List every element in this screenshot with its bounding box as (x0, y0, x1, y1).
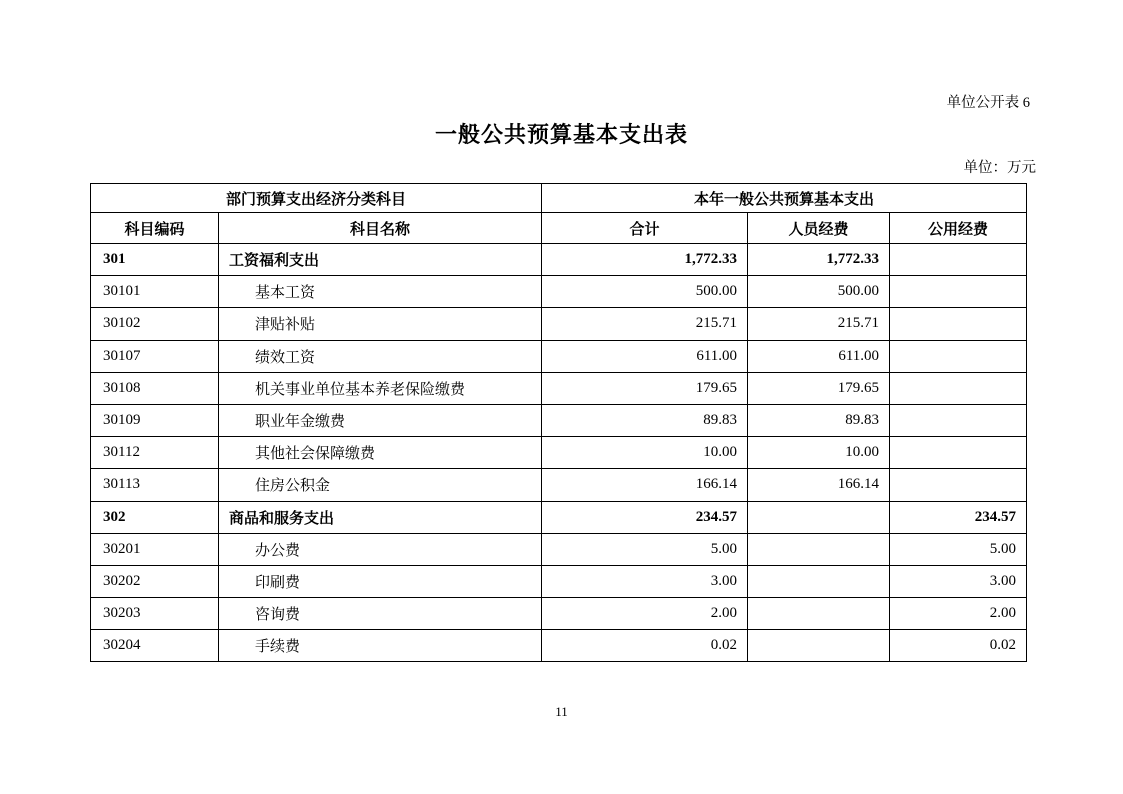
subject-name-cell: 机关事业单位基本养老保险缴费 (219, 372, 542, 404)
table-row (91, 469, 1027, 501)
table-row (91, 372, 1027, 404)
personnel-cell: 500.00 (748, 276, 890, 308)
subject-code-cell: 30102 (91, 308, 219, 340)
total-cell: 89.83 (542, 404, 748, 436)
column-header-name: 科目名称 (219, 213, 542, 244)
budget-table (90, 183, 1027, 662)
budget-table-body (91, 244, 1027, 662)
public-cell: 5.00 (890, 533, 1027, 565)
table-row (91, 308, 1027, 340)
subject-code-cell: 30113 (91, 469, 219, 501)
personnel-cell (748, 565, 890, 597)
personnel-cell: 10.00 (748, 437, 890, 469)
public-cell (890, 244, 1027, 276)
header-columns-row (91, 213, 1027, 244)
subject-code-cell: 30108 (91, 372, 219, 404)
public-cell: 234.57 (890, 501, 1027, 533)
table-row (91, 276, 1027, 308)
table-row (91, 437, 1027, 469)
total-cell: 5.00 (542, 533, 748, 565)
total-cell: 10.00 (542, 437, 748, 469)
personnel-cell: 215.71 (748, 308, 890, 340)
total-cell: 1,772.33 (542, 244, 748, 276)
table-row (91, 630, 1027, 662)
header-group-left: 部门预算支出经济分类科目 (91, 184, 542, 213)
personnel-cell: 179.65 (748, 372, 890, 404)
page-number: 11 (555, 704, 568, 719)
subject-name-cell: 印刷费 (219, 565, 542, 597)
subject-code-cell: 30107 (91, 340, 219, 372)
total-cell: 611.00 (542, 340, 748, 372)
unit-label: 单位：万元 (963, 160, 1036, 176)
subject-code-cell: 30201 (91, 533, 219, 565)
column-header-code: 科目编码 (91, 213, 219, 244)
column-header-personnel: 人员经费 (748, 213, 890, 244)
subject-name-cell: 商品和服务支出 (219, 501, 542, 533)
subject-name-cell: 职业年金缴费 (219, 404, 542, 436)
personnel-cell (748, 501, 890, 533)
table-row (91, 244, 1027, 276)
table-row (91, 501, 1027, 533)
table-row (91, 533, 1027, 565)
subject-code-cell: 30112 (91, 437, 219, 469)
personnel-cell: 611.00 (748, 340, 890, 372)
public-cell (890, 469, 1027, 501)
public-cell (890, 404, 1027, 436)
table-row (91, 598, 1027, 630)
header-group-right: 本年一般公共预算基本支出 (542, 184, 1027, 213)
subject-name-cell: 基本工资 (219, 276, 542, 308)
public-cell (890, 340, 1027, 372)
table-row (91, 340, 1027, 372)
subject-code-cell: 30202 (91, 565, 219, 597)
subject-name-cell: 津贴补贴 (219, 308, 542, 340)
budget-table-header (91, 184, 1027, 244)
column-header-total: 合计 (542, 213, 748, 244)
public-cell (890, 437, 1027, 469)
total-cell: 234.57 (542, 501, 748, 533)
column-header-public: 公用经费 (890, 213, 1027, 244)
table-row (91, 565, 1027, 597)
total-cell: 166.14 (542, 469, 748, 501)
subject-code-cell: 30203 (91, 598, 219, 630)
public-cell: 0.02 (890, 630, 1027, 662)
personnel-cell (748, 598, 890, 630)
corner-label: 单位公开表 6 (946, 95, 1030, 111)
page-title: 一般公共预算基本支出表 (434, 122, 688, 147)
subject-code-cell: 30204 (91, 630, 219, 662)
subject-code-cell: 301 (91, 244, 219, 276)
subject-name-cell: 办公费 (219, 533, 542, 565)
public-cell (890, 372, 1027, 404)
table-row (91, 404, 1027, 436)
subject-name-cell: 其他社会保障缴费 (219, 437, 542, 469)
personnel-cell (748, 630, 890, 662)
total-cell: 3.00 (542, 565, 748, 597)
public-cell: 2.00 (890, 598, 1027, 630)
public-cell: 3.00 (890, 565, 1027, 597)
subject-name-cell: 手续费 (219, 630, 542, 662)
subject-name-cell: 绩效工资 (219, 340, 542, 372)
subject-name-cell: 咨询费 (219, 598, 542, 630)
public-cell (890, 276, 1027, 308)
personnel-cell: 89.83 (748, 404, 890, 436)
subject-code-cell: 30109 (91, 404, 219, 436)
personnel-cell: 1,772.33 (748, 244, 890, 276)
personnel-cell: 166.14 (748, 469, 890, 501)
subject-name-cell: 住房公积金 (219, 469, 542, 501)
subject-code-cell: 30101 (91, 276, 219, 308)
header-group-row (91, 184, 1027, 213)
total-cell: 215.71 (542, 308, 748, 340)
total-cell: 0.02 (542, 630, 748, 662)
subject-name-cell: 工资福利支出 (219, 244, 542, 276)
subject-code-cell: 302 (91, 501, 219, 533)
total-cell: 2.00 (542, 598, 748, 630)
public-cell (890, 308, 1027, 340)
personnel-cell (748, 533, 890, 565)
total-cell: 500.00 (542, 276, 748, 308)
total-cell: 179.65 (542, 372, 748, 404)
